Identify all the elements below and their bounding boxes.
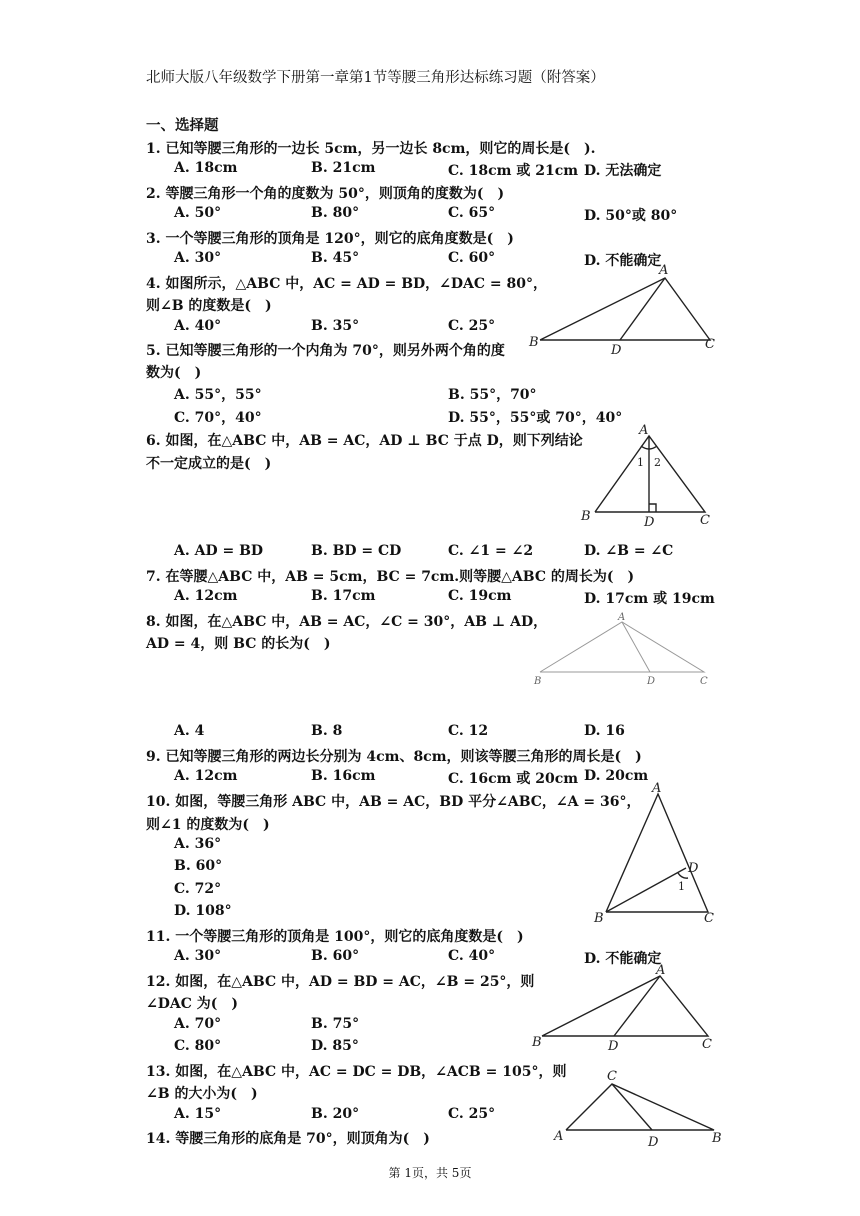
q10-triangle-abc xyxy=(606,794,708,912)
question-12-stem-line2: ∠DAC 为( ) xyxy=(146,996,238,1012)
q6-label-1: 1 xyxy=(637,456,644,469)
q1-option-c: C. 18cm 或 21cm xyxy=(448,163,579,179)
q13-option-a: A. 15° xyxy=(174,1106,222,1122)
q12-label-a: A xyxy=(656,963,666,978)
q6-triangle-abc xyxy=(595,436,705,512)
q10-option-d: D. 108° xyxy=(174,903,232,919)
q11-option-b: B. 60° xyxy=(311,948,360,964)
q8-figure xyxy=(532,612,717,690)
q12-figure xyxy=(528,962,718,1054)
q10-label-1: 1 xyxy=(678,880,685,893)
q10-bisector-bd xyxy=(606,868,686,912)
question-9-stem: 9. 已知等腰三角形的两边长分别为 4cm、8cm，则该等腰三角形的周长是( ) xyxy=(146,749,642,765)
question-1-stem: 1. 已知等腰三角形的一边长 5cm，另一边长 8cm，则它的周长是( ). xyxy=(146,141,596,157)
q2-option-b: B. 80° xyxy=(311,205,360,221)
q9-option-c: C. 16cm 或 20cm xyxy=(448,771,579,787)
q8-segment-ad xyxy=(622,622,650,672)
q4-segment-ad xyxy=(620,278,665,340)
question-7-stem: 7. 在等腰△ABC 中，AB = 5cm，BC = 7cm.则等腰△ABC 的周长为( ) xyxy=(146,569,635,585)
question-4-stem: 4. 如图所示，△ABC 中，AC = AD = BD，∠DAC = 80°， xyxy=(146,276,548,292)
q5-option-b: B. 55°，70° xyxy=(448,387,537,403)
document-title: 北师大版八年级数学下册第一章第1节等腰三角形达标练习题（附答案） xyxy=(146,70,605,86)
question-4-stem-line2: 则∠B 的度数是( ) xyxy=(146,298,272,314)
q4-triangle-abc xyxy=(540,278,710,340)
question-3-stem: 3. 一个等腰三角形的顶角是 120°，则它的底角度数是( ) xyxy=(146,231,514,247)
q13-label-b: B xyxy=(712,1131,722,1146)
question-12-stem: 12. 如图，在△ABC 中，AD = BD = AC，∠B = 25°，则 xyxy=(146,974,535,990)
q6-label-d: D xyxy=(644,515,655,530)
section-heading: 一、选择题 xyxy=(146,117,219,134)
q7-option-d: D. 17cm 或 19cm xyxy=(584,591,715,607)
q6-option-c: C. ∠1 = ∠2 xyxy=(448,543,534,559)
q12-label-c: C xyxy=(702,1037,712,1052)
q1-option-a: A. 18cm xyxy=(174,160,238,176)
q6-label-a: A xyxy=(639,423,649,438)
q4-label-a: A xyxy=(659,263,669,278)
q4-figure xyxy=(525,262,725,357)
question-8-stem-line2: AD = 4，则 BC 的长为( ) xyxy=(146,636,331,652)
q10-angle-arc xyxy=(678,873,688,878)
q6-label-2: 2 xyxy=(654,456,661,469)
q6-option-a: A. AD = BD xyxy=(174,543,264,559)
q2-option-d: D. 50°或 80° xyxy=(584,208,678,224)
q13-figure xyxy=(550,1066,730,1150)
q6-label-c: C xyxy=(700,513,710,528)
q10-option-b: B. 60° xyxy=(174,858,223,874)
q4-option-c: C. 25° xyxy=(448,318,496,334)
q4-label-c: C xyxy=(705,337,715,352)
question-11-stem: 11. 一个等腰三角形的顶角是 100°，则它的底角度数是( ) xyxy=(146,929,524,945)
page-footer: 第 1页，共 5页 xyxy=(388,1166,472,1180)
q13-label-d: D xyxy=(648,1135,659,1150)
q4-label-b: B xyxy=(529,335,539,350)
q4-option-b: B. 35° xyxy=(311,318,360,334)
q10-figure xyxy=(590,782,720,924)
q6-option-b: B. BD = CD xyxy=(311,543,402,559)
q13-label-a: A xyxy=(554,1129,564,1144)
q9-option-d: D. 20cm xyxy=(584,768,649,784)
question-5-stem: 5. 已知等腰三角形的一个内角为 70°，则另外两个角的度 xyxy=(146,343,505,359)
q10-option-c: C. 72° xyxy=(174,881,222,897)
q3-option-b: B. 45° xyxy=(311,250,360,266)
q10-label-d: D xyxy=(688,861,699,876)
q11-option-d: D. 不能确定 xyxy=(584,951,662,967)
question-2-stem: 2. 等腰三角形一个角的度数为 50°，则顶角的度数为( ) xyxy=(146,186,505,202)
q13-segment-cd xyxy=(612,1084,652,1130)
question-10-stem-line2: 则∠1 的度数为( ) xyxy=(146,817,270,833)
q10-label-a: A xyxy=(652,781,662,796)
q12-label-d: D xyxy=(608,1039,619,1054)
q6-option-d: D. ∠B = ∠C xyxy=(584,543,674,559)
q8-option-c: C. 12 xyxy=(448,723,489,739)
q13-triangle-abc xyxy=(566,1084,714,1130)
q6-label-b: B xyxy=(581,509,591,524)
q9-option-a: A. 12cm xyxy=(174,768,238,784)
q13-option-c: C. 25° xyxy=(448,1106,496,1122)
question-14-stem: 14. 等腰三角形的底角是 70°，则顶角为( ) xyxy=(146,1131,430,1147)
question-8-stem: 8. 如图，在△ABC 中，AB = AC，∠C = 30°，AB ⊥ AD， xyxy=(146,614,548,630)
q1-option-d: D. 无法确定 xyxy=(584,163,662,179)
q12-option-c: C. 80° xyxy=(174,1038,222,1054)
q5-option-a: A. 55°，55° xyxy=(174,387,262,403)
q11-option-a: A. 30° xyxy=(174,948,222,964)
q10-option-a: A. 36° xyxy=(174,836,222,852)
q7-option-c: C. 19cm xyxy=(448,588,512,604)
q6-figure xyxy=(575,422,720,532)
q9-option-b: B. 16cm xyxy=(311,768,376,784)
question-10-stem: 10. 如图，等腰三角形 ABC 中，AB = AC，BD 平分∠ABC，∠A = 36°， xyxy=(146,794,641,810)
question-5-stem-line2: 数为( ) xyxy=(146,365,202,381)
q8-label-d: D xyxy=(647,676,656,687)
q4-option-a: A. 40° xyxy=(174,318,222,334)
q12-label-b: B xyxy=(532,1035,542,1050)
q5-option-c: C. 70°，40° xyxy=(174,410,262,426)
q12-option-d: D. 85° xyxy=(311,1038,359,1054)
q7-option-a: A. 12cm xyxy=(174,588,238,604)
q13-label-c: C xyxy=(607,1069,617,1084)
q8-label-a: A xyxy=(618,612,626,623)
q12-triangle-abc xyxy=(542,976,708,1036)
q12-option-b: B. 75° xyxy=(311,1016,360,1032)
q4-label-d: D xyxy=(611,343,622,358)
q8-triangle-abc xyxy=(540,622,704,672)
q3-option-d: D. 不能确定 xyxy=(584,253,662,269)
q6-right-angle-mark xyxy=(649,504,656,512)
q12-option-a: A. 70° xyxy=(174,1016,222,1032)
q5-option-d: D. 55°，55°或 70°，40° xyxy=(448,410,623,426)
q11-option-c: C. 40° xyxy=(448,948,496,964)
q12-segment-ad xyxy=(614,976,660,1036)
q8-option-a: A. 4 xyxy=(174,723,205,739)
q2-option-a: A. 50° xyxy=(174,205,222,221)
q8-option-d: D. 16 xyxy=(584,723,625,739)
question-13-stem-line2: ∠B 的大小为( ) xyxy=(146,1086,258,1102)
q8-label-c: C xyxy=(700,676,708,687)
q10-label-b: B xyxy=(594,911,604,926)
q8-label-b: B xyxy=(534,676,542,687)
q7-option-b: B. 17cm xyxy=(311,588,376,604)
q10-label-c: C xyxy=(704,911,714,926)
question-6-stem-line2: 不一定成立的是( ) xyxy=(146,456,272,472)
q13-option-b: B. 20° xyxy=(311,1106,360,1122)
q1-option-b: B. 21cm xyxy=(311,160,376,176)
question-6-stem: 6. 如图，在△ABC 中，AB = AC，AD ⊥ BC 于点 D，则下列结论 xyxy=(146,433,583,449)
question-13-stem: 13. 如图，在△ABC 中，AC = DC = DB，∠ACB = 105°，则 xyxy=(146,1064,567,1080)
q3-option-c: C. 60° xyxy=(448,250,496,266)
q2-option-c: C. 65° xyxy=(448,205,496,221)
q8-option-b: B. 8 xyxy=(311,723,343,739)
q3-option-a: A. 30° xyxy=(174,250,222,266)
